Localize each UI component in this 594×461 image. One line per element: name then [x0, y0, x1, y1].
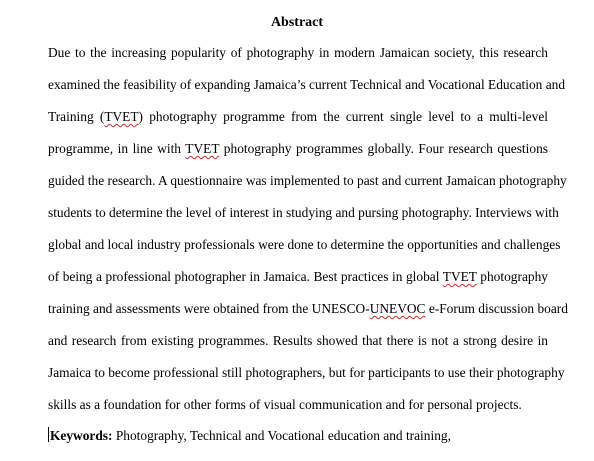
abstract-line-1 — [48, 44, 548, 62]
abstract-line-6 — [48, 204, 559, 222]
abstract-line-12 — [48, 396, 548, 414]
abstract-line-2 — [48, 76, 566, 94]
abstract-line-11 — [48, 364, 565, 382]
text-cursor — [48, 427, 49, 442]
abstract-text: students to determine the level of interest in studying and pursing photography. Interviews with — [48, 205, 559, 220]
abstract-text: training and assessments were obtained from the UNESCO- — [48, 301, 370, 316]
abstract-text: Jamaica to become professional still photographers, but for participants to use their photography — [48, 365, 565, 380]
abstract-line-4 — [48, 140, 548, 158]
spellcheck-flagged-word[interactable]: TVET — [185, 141, 220, 156]
abstract-text: e-Forum discussion board — [425, 301, 568, 316]
abstract-text: examined the feasibility of expanding Jamaica’s current Technical and Vocational Education and — [48, 77, 566, 92]
abstract-text: global and local industry professionals were done to determine the opportunities and challenges — [48, 237, 561, 252]
abstract-text: of being a professional photographer in Jamaica. Best practices in global — [48, 269, 443, 284]
abstract-line-3 — [48, 108, 548, 126]
abstract-text: Training ( — [48, 109, 105, 124]
abstract-line-8 — [48, 268, 548, 286]
spellcheck-flagged-word[interactable]: TVET — [104, 109, 139, 124]
keywords-label: Keywords: — [50, 428, 113, 443]
abstract-text: programme, in line with — [48, 141, 186, 156]
abstract-line-9 — [48, 300, 568, 318]
abstract-text: photography programmes globally. Four research questions — [219, 141, 548, 156]
abstract-text: ) photography programme from the current single level to a multi-level — [138, 109, 548, 124]
spellcheck-flagged-word[interactable]: TVET — [442, 269, 477, 284]
abstract-text: photography — [476, 269, 548, 284]
spellcheck-flagged-word[interactable]: UNEVOC — [369, 301, 426, 316]
abstract-line-10 — [48, 332, 548, 350]
keywords-text: Photography, Technical and Vocational education and training, — [112, 428, 451, 443]
keywords-paragraph — [48, 427, 568, 445]
abstract-heading: Abstract — [270, 15, 324, 30]
abstract-text: guided the research. A questionnaire was implemented to past and current Jamaican photography — [48, 173, 567, 188]
abstract-line-7 — [48, 236, 561, 254]
abstract-text: Due to the increasing popularity of photography in modern Jamaican society, this research — [48, 45, 548, 60]
abstract-line-5 — [48, 172, 567, 190]
abstract-text: skills as a foundation for other forms of visual communication and for personal projects. — [48, 397, 522, 412]
abstract-text: and research from existing programmes. Results showed that there is not a strong desire in — [48, 333, 548, 348]
